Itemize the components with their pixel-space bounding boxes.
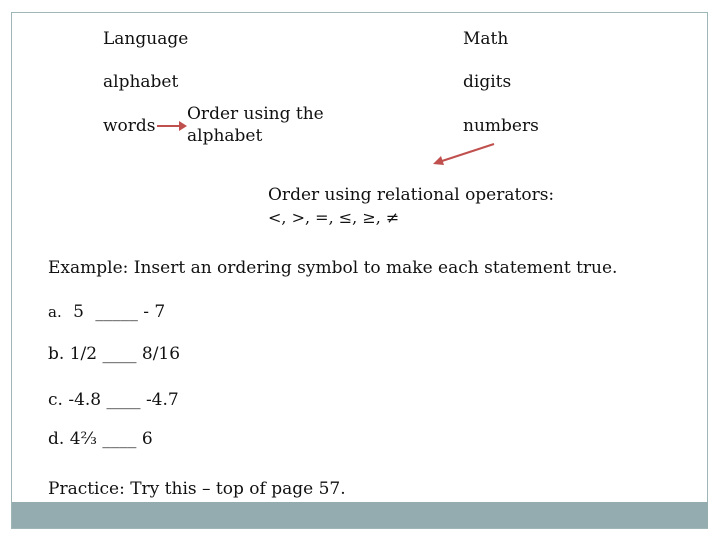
example-item-a — [48, 302, 165, 322]
right-arrow-icon — [155, 119, 189, 133]
math-header: Math — [463, 29, 509, 49]
item-blank: ____ — [102, 344, 137, 364]
item-label: d. — [48, 429, 65, 449]
alphabet-order-line2: alphabet — [187, 126, 263, 146]
operators-text: <, >, =, ≤, ≥, ≠ — [268, 208, 400, 227]
item-blank: ____ — [102, 429, 137, 449]
item-label: a. — [48, 303, 62, 321]
item-left: -4.8 — [68, 390, 102, 410]
footer-bar — [12, 502, 708, 528]
example-instruction: Example: Insert an ordering symbol to make each statement true. — [48, 258, 618, 278]
practice-text: Practice: Try this – top of page 57. — [48, 479, 346, 499]
example-item-b — [48, 344, 180, 364]
language-item-words: words — [103, 116, 156, 136]
alphabet-order-line1: Order using the — [187, 104, 324, 124]
language-item-alphabet: alphabet — [103, 72, 179, 92]
item-left: 1/2 — [69, 344, 98, 364]
item-left: 5 — [73, 302, 84, 322]
item-right: 6 — [141, 429, 153, 449]
item-label: c. — [48, 390, 63, 410]
item-blank: ____ — [106, 390, 141, 410]
relational-order-text: Order using relational operators: — [268, 185, 555, 205]
example-item-d — [48, 429, 153, 449]
item-blank: _____ — [95, 302, 138, 322]
language-header: Language — [103, 29, 189, 49]
math-item-numbers: numbers — [463, 116, 539, 136]
down-left-arrow-icon — [428, 140, 498, 170]
item-left: 4⅔ — [69, 429, 97, 449]
item-right: 8/16 — [141, 344, 181, 364]
item-right: -4.7 — [145, 390, 179, 410]
item-label: b. — [48, 344, 65, 364]
math-item-digits: digits — [463, 72, 512, 92]
item-right: - 7 — [143, 302, 166, 322]
example-item-c — [48, 390, 179, 410]
